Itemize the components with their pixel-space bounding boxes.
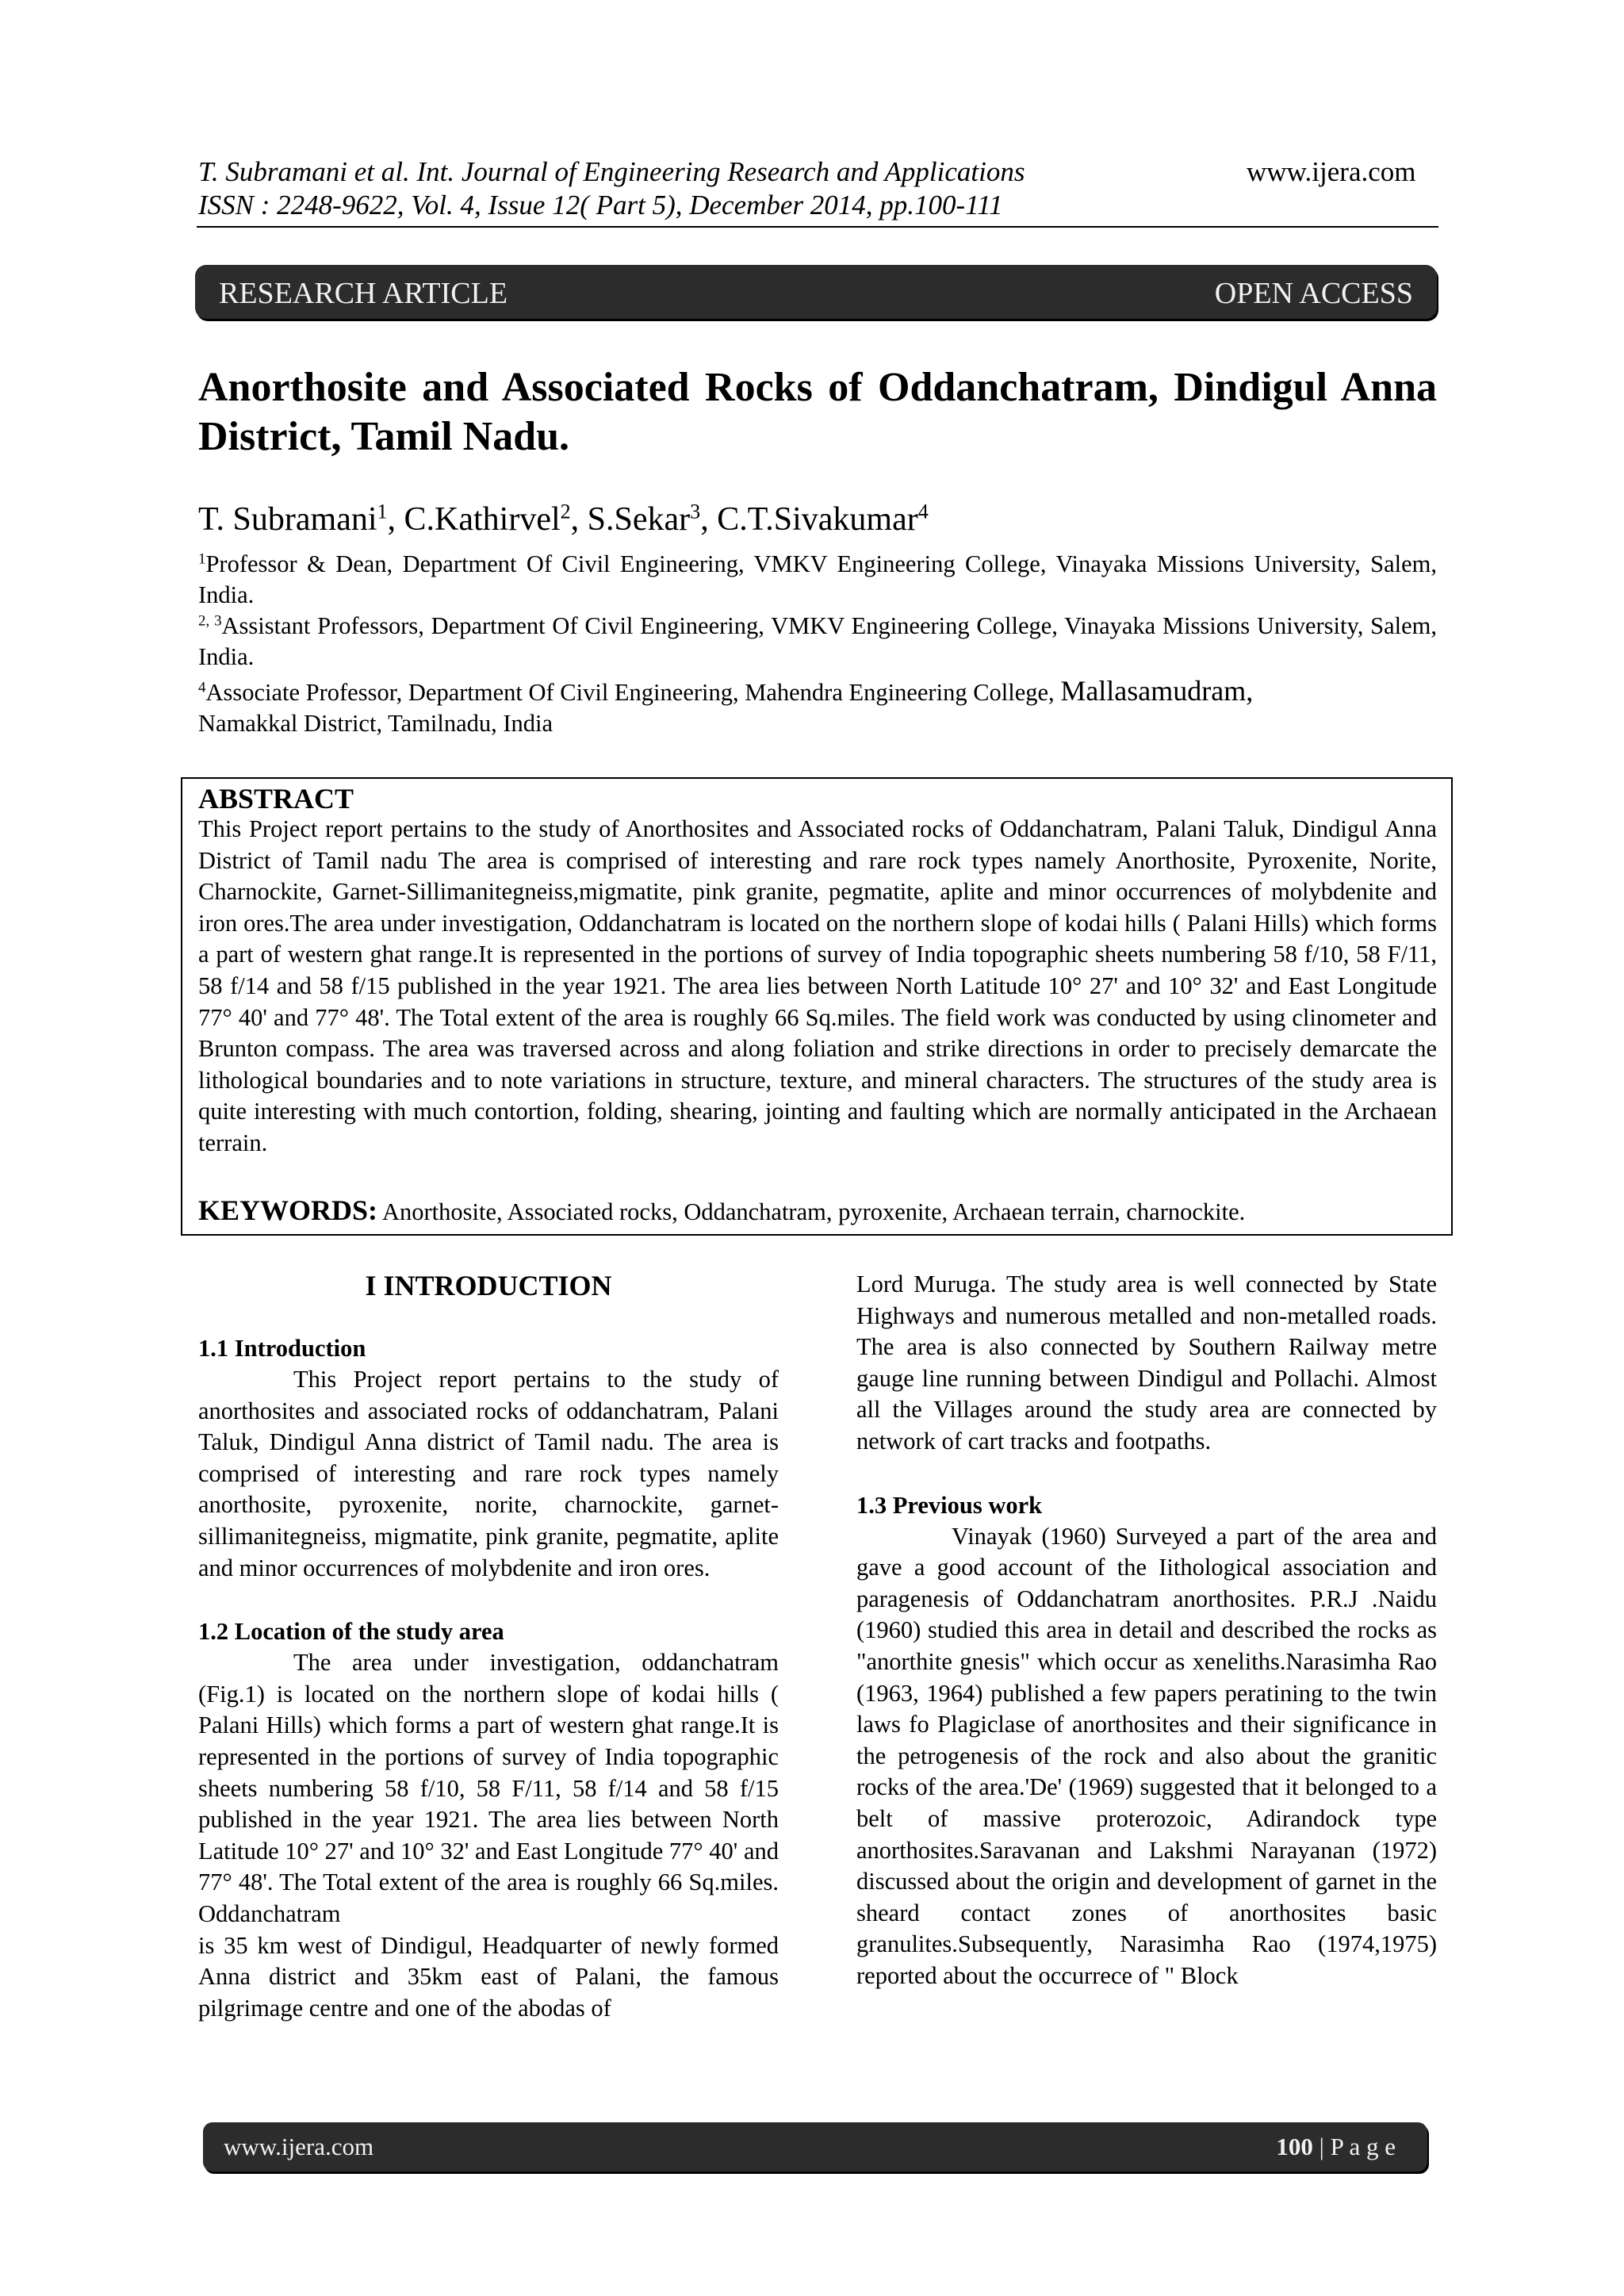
section-1-2-continuation: Lord Muruga. The study area is well connected by State Highways and numerous metalled and non-metalled roads. The area is also connected by Southern Railway metre gauge line running between Dindigul and Pollachi. Almost all the Villages around the study area are connected by network of cart tracks and footpaths. — [856, 1271, 1437, 1455]
section-1-3-text: Vinayak (1960) Surveyed a part of the area and gave a good account of the Iithological association and paragenesis of Oddanchatram anorthosites. P.R.J .Naidu (1960) studied this area in detail and described the rocks as "anorthite gnesis" which occur as xeneliths.Narasimha Rao (1963, 1964) published a few papers peratining to the twin laws fo Plagiclase of anorthosites and their significance in the petrogenesis of the rock and also about the granitic rocks of the area.'De' (1969) suggested that it belonged to a belt of massive proterozoic, Adirandock type anorthosites.Saravanan and Lakshmi Narayanan (1972) discussed about the origin and development of garnet in the sheard contact zones of anorthosites basic granulites.Subsequently, Narasimha Rao (1974,1975) reported about the occurrece of " Block — [856, 1522, 1437, 1989]
section-1-1-heading: 1.1 Introduction — [198, 1335, 366, 1362]
page-number: 100 | P a g e — [1276, 2133, 1396, 2160]
journal-line: T. Subramani et al. Int. Journal of Engineering Research and Applications — [198, 156, 1025, 187]
issn-line: ISSN : 2248-9622, Vol. 4, Issue 12( Part 5), December 2014, pp.100-111 — [198, 190, 1003, 220]
abstract-text: This Project report pertains to the study of Anorthosites and Associated rocks of Oddanchatram, Palani Taluk, Dindigul Anna District of Tamil nadu The area is comprised of interesting and rare rock types namely Anorthosite, Pyroxenite, Norite, Charnockite, Garnet-Sillimanitegneiss,migmatite, pink granite, pegmatite, aplite and minor occurrences of molybdenite and iron ores.The area under investigation, Oddanchatram is located on the northern slope of kodai hills ( Palani Hills) which forms a part of western ghat range.It is represented in the portions of survey of India topographic sheets numbering 58 f/10, 58 F/11, 58 f/14 and 58 f/15 published in the year 1921. The area lies between North Latitude 10° 27' and 10° 32' and East Longitude 77° 40' and 77° 48'. The Total extent of the area is roughly 66 Sq.miles. The field work was conducted by using clinometer and Brunton compass. The area was traversed across and along foliation and strike directions in order to precisely demarcate the lithological boundaries and to note variations in structure, texture, and mineral characters. The structures of the study area is quite interesting with much contortion, folding, shearing, jointing and faulting which are normally anticipated in the Archaean terrain. — [198, 815, 1437, 1156]
section-1-2-heading: 1.2 Location of the study area — [198, 1618, 504, 1646]
paper-title: Anorthosite and Associated Rocks of Oddanchatram, Dindigul Anna District, Tamil Nadu. — [198, 365, 1437, 459]
introduction-heading: I INTRODUCTION — [365, 1270, 612, 1301]
open-access-label: OPEN ACCESS — [1214, 277, 1413, 310]
section-1-2-text-cont: is 35 km west of Dindigul, Headquarter of newly formed Anna district and 35km east of Palani, the famous pilgrimage centre and one of the abodas of — [198, 1931, 779, 2022]
page-footer — [203, 2122, 1427, 2171]
author: C.T.Sivakumar$^4$ — [717, 500, 929, 538]
header-rule — [197, 226, 1438, 228]
author: C.Kathirvel$^2$, — [404, 500, 588, 538]
footer-website[interactable]: www.ijera.com — [224, 2133, 374, 2160]
affiliation-2-3: $^{2, 3}$Assistant Professors, Department Of Civil Engineering, VMKV Engineering College, Vinayaka Missions University, Salem, India. — [198, 612, 1437, 670]
author: T. Subramani$^1$, — [198, 500, 404, 538]
keywords — [198, 1194, 1437, 1228]
author: S.Sekar$^3$, — [587, 500, 718, 538]
abstract-heading: ABSTRACT — [198, 783, 354, 815]
right-column — [856, 1269, 1437, 1991]
keywords-list: Anorthosite, Associated rocks, Oddanchatram, pyroxenite, Archaean terrain, charnockite. — [377, 1198, 1246, 1225]
affiliation-4: $^4$Associate Professor, Department Of Civil Engineering, Mahendra Engineering College, Mallasamudram, Namakkal District, Tamilnadu, India — [198, 675, 1254, 737]
left-column — [198, 1332, 779, 2024]
research-article-label: RESEARCH ARTICLE — [219, 277, 508, 310]
author-list — [198, 500, 929, 539]
header-website[interactable]: www.ijera.com — [1247, 156, 1416, 187]
section-1-2-text: The area under investigation, oddanchatram (Fig.1) is located on the northern slope of kodai hills ( Palani Hills) which forms a part of western ghat range.It is represented in the portions of survey of India topographic sheets numbering 58 f/10, 58 F/11, 58 f/14 and 58 f/15 published in the year 1921. The area lies between North Latitude 10° 27' and 10° 32' and East Longitude 77° 40' and 77° 48'. The Total extent of the area is roughly 66 Sq.miles. Oddanchatram — [198, 1649, 779, 1927]
keywords-label: KEYWORDS: — [198, 1194, 378, 1226]
section-1-3-heading: 1.3 Previous work — [856, 1491, 1043, 1519]
affiliation-1: $^1$Professor & Dean, Department Of Civil Engineering, VMKV Engineering College, Vinayaka Missions University, Salem, India. — [198, 550, 1437, 608]
article-banner — [195, 265, 1437, 319]
section-1-1-text: This Project report pertains to the study of anorthosites and associated rocks of oddanchatram, Palani Taluk, Dindigul Anna district of Tamil nadu. The area is comprised of interesting and rare rock types namely anorthosite, pyroxenite, norite, charnockite, garnet- sillimanitegneiss, migmatite, pink granite, pegmatite, aplite and minor occurrences of molybdenite and iron ores. — [198, 1366, 779, 1581]
